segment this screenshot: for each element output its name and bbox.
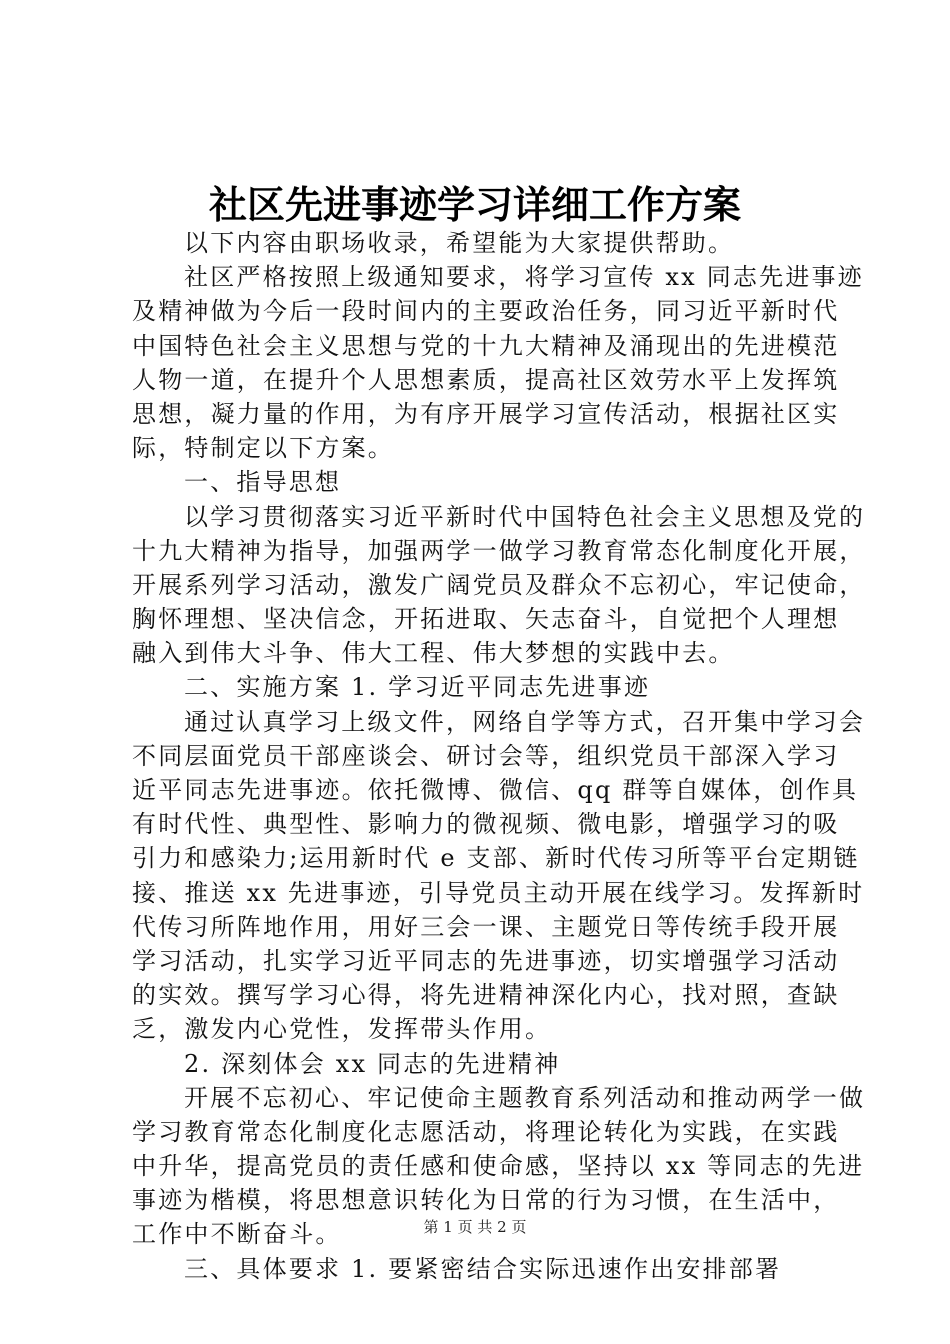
text-line: 中升华，提高党员的责任感和使命感，坚持以 xx 等同志的先进 [132, 1152, 865, 1181]
text-line: 通过认真学习上级文件，网络自学等方式，召开集中学习会 [184, 707, 866, 736]
text-line: 二、实施方案 1. 学习近平同志先进事迹 [184, 673, 651, 702]
text-line: 引力和感染力;运用新时代 e 支部、新时代传习所等平台定期链 [132, 844, 860, 873]
text-line: 乏，激发内心党性，发挥带头作用。 [132, 1015, 552, 1044]
text-line: 一、指导思想 [184, 468, 342, 497]
document-title: 社区先进事迹学习详细工作方案 [208, 183, 741, 227]
text-line: 及精神做为今后一段时间内的主要政治任务，同习近平新时代 [132, 297, 840, 326]
text-line: 三、具体要求 1. 要紧密结合实际迅速作出安排部署 [184, 1254, 782, 1283]
text-line: 工作中不断奋斗。 [132, 1220, 342, 1249]
text-line: 中国特色社会主义思想与党的十九大精神及涌现出的先进模范 [132, 331, 840, 360]
text-line: 学习活动，扎实学习近平同志的先进事迹，切实增强学习活动 [132, 946, 840, 975]
text-line: 以下内容由职场收录，希望能为大家提供帮助。 [184, 229, 735, 257]
text-line: 代传习所阵地作用，用好三会一课、主题党日等传统手段开展 [132, 912, 840, 941]
text-line: 事迹为楷模，将思想意识转化为日常的行为习惯，在生活中， [132, 1186, 840, 1215]
text-line: 人物一道，在提升个人思想素质，提高社区效劳水平上发挥筑 [132, 365, 840, 394]
text-line: 的实效。撰写学习心得，将先进精神深化内心，找对照，查缺 [132, 981, 840, 1010]
text-line: 十九大精神为指导，加强两学一做学习教育常态化制度化开展， [132, 536, 866, 565]
page-indicator: 第 1 页 共 2 页 [423, 1218, 527, 1236]
text-line: 学习教育常态化制度化志愿活动，将理论转化为实践，在实践 [132, 1117, 840, 1146]
text-line: 不同层面党员干部座谈会、研讨会等，组织党员干部深入学习 [132, 741, 840, 770]
document-body [132, 226, 866, 1286]
text-line: 开展系列学习活动，激发广阔党员及群众不忘初心，牢记使命， [132, 570, 866, 599]
text-line: 胸怀理想、坚决信念，开拓进取、矢志奋斗，自觉把个人理想 [132, 605, 840, 634]
text-line: 际，特制定以下方案。 [132, 434, 394, 463]
text-line: 2. 深刻体会 xx 同志的先进精神 [184, 1049, 561, 1078]
text-line: 社区严格按照上级通知要求，将学习宣传 xx 同志先进事迹 [184, 263, 864, 292]
text-line: 以学习贯彻落实习近平新时代中国特色社会主义思想及党的 [184, 502, 866, 531]
text-line: 有时代性、典型性、影响力的微视频、微电影，增强学习的吸 [132, 810, 840, 839]
text-line: 接、推送 xx 先进事迹，引导党员主动开展在线学习。发挥新时 [132, 878, 865, 907]
text-line: 近平同志先进事迹。依托微博、微信、qq 群等自媒体，创作具 [132, 776, 859, 804]
text-line: 融入到伟大斗争、伟大工程、伟大梦想的实践中去。 [132, 639, 735, 668]
text-line: 开展不忘初心、牢记使命主题教育系列活动和推动两学一做 [184, 1083, 866, 1112]
text-line: 思想，凝力量的作用，为有序开展学习宣传活动，根据社区实 [132, 399, 840, 428]
